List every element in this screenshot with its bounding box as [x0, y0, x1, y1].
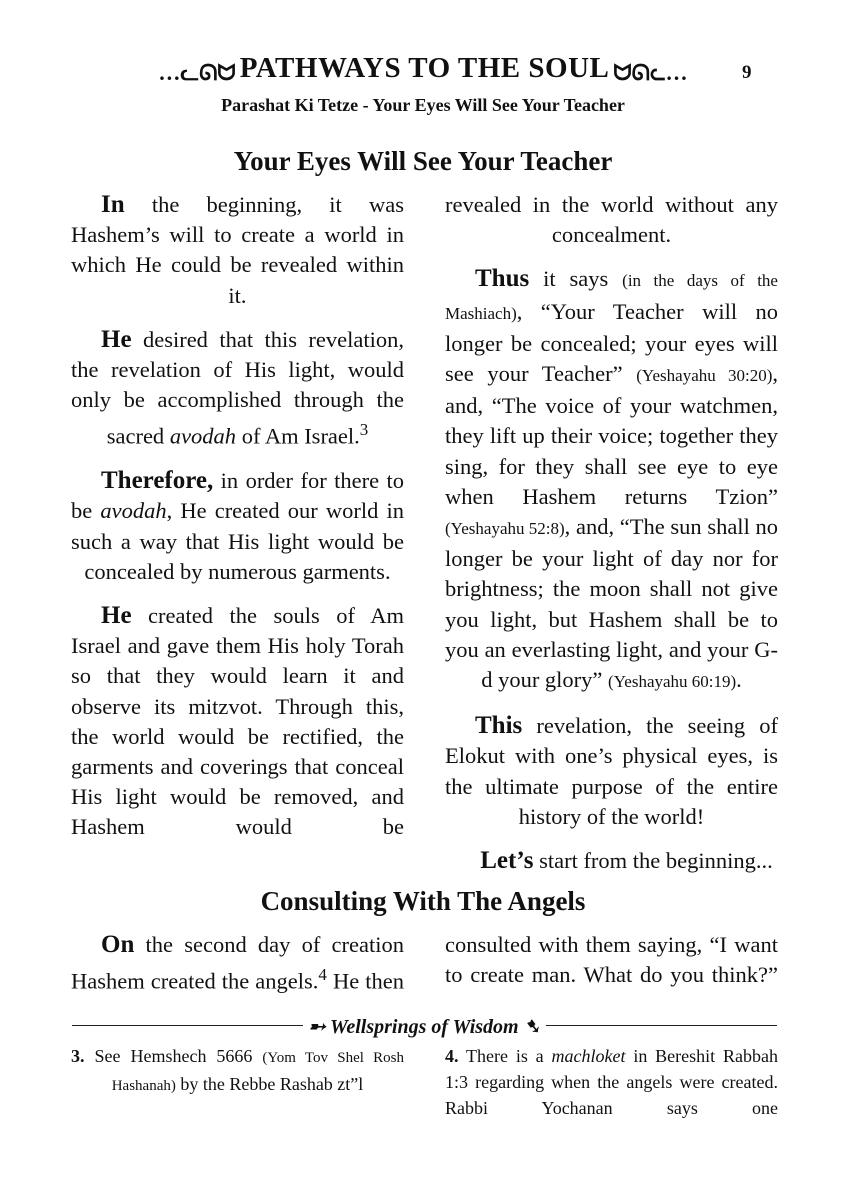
divider-label: ➸ Wellsprings of Wisdom ➷ — [303, 1016, 547, 1038]
paragraph: Thus it says (in the days of the Mashiach), “Your Teacher will no longer be concealed; your eyes will see your Teacher” (Yeshayahu 30:20), and, “The voice of your watchmen, they lift up their voice; together they sing, for they shall see eye to eye when Hashem returns Tzion” (Yeshayahu 52:8), and, “The sun shall no longer be your light of day nor for brightness; the moon shall not give you light, but Hashem shall be to you an everlasting light, and your G-d your glory” (Yeshayahu 60:19). — [445, 265, 779, 693]
paragraph: revealed in the world without any concealment. — [445, 192, 778, 248]
running-header — [0, 52, 846, 86]
section-title-eyes: Your Eyes Will See Your Teacher — [233, 146, 613, 176]
paragraph: He desired that this revelation, the revelation of His light, would only be accomplished through the sacred avodah of Am Israel.$^3$ — [71, 325, 404, 449]
left-column-1 — [71, 190, 404, 857]
right-column-1 — [445, 190, 778, 890]
footnote-ref: 4 — [318, 965, 327, 985]
paragraph: Let’s start from the beginning... — [480, 847, 773, 875]
ornament-right-icon: ᗢᘏᓚ… — [613, 60, 688, 86]
header-title: PATHWAYS TO THE SOUL — [239, 52, 610, 84]
paragraph: In the beginning, it was Hashem’s will to create a world in which He could be revealed within it. — [71, 191, 404, 308]
paragraph: Therefore, in order for there to be avodah, He created our world in such a way that His light would be concealed by numerous garments. — [71, 467, 404, 584]
paragraph: This revelation, the seeing of Elokut with one’s physical eyes, is the ultimate purpose of the entire history of the world! — [445, 712, 778, 829]
footnote-divider — [72, 1014, 777, 1036]
page-number: 9 — [742, 62, 752, 83]
section-title-angels: Consulting With The Angels — [260, 886, 586, 916]
paragraph: He created the souls of Am Israel and gave them His holy Torah so that they would learn it and observe its mitzvot. Through this, the world would be rectified, the garments and coverings that conceal His light would be removed, and Hashem would be — [71, 601, 404, 840]
parasha-subtitle: Parashat Ki Tetze - Your Eyes Will See Your Teacher — [221, 95, 625, 115]
paragraph: consulted with them saying, “I want to create man. What do you think?” — [445, 932, 778, 988]
footnote-4: 4. There is a machloket in Bereshit Rabbah 1:3 regarding when the angels were created. Rabbi Yochanan says one — [445, 1046, 778, 1118]
footnote-ref: 3 — [359, 420, 369, 440]
ornament-left-icon: …ᓚᘏᗢ — [158, 60, 236, 86]
paragraph: On the second day of creation Hashem created the angels.$^4$ He then — [71, 931, 404, 994]
footnote-3: 3. See Hemshech 5666 (Yom Tov Shel Rosh Hashanah) by the Rebbe Rashab zt”l — [71, 1046, 404, 1094]
left-column-2 — [71, 930, 404, 1011]
right-column-2 — [445, 930, 778, 1004]
